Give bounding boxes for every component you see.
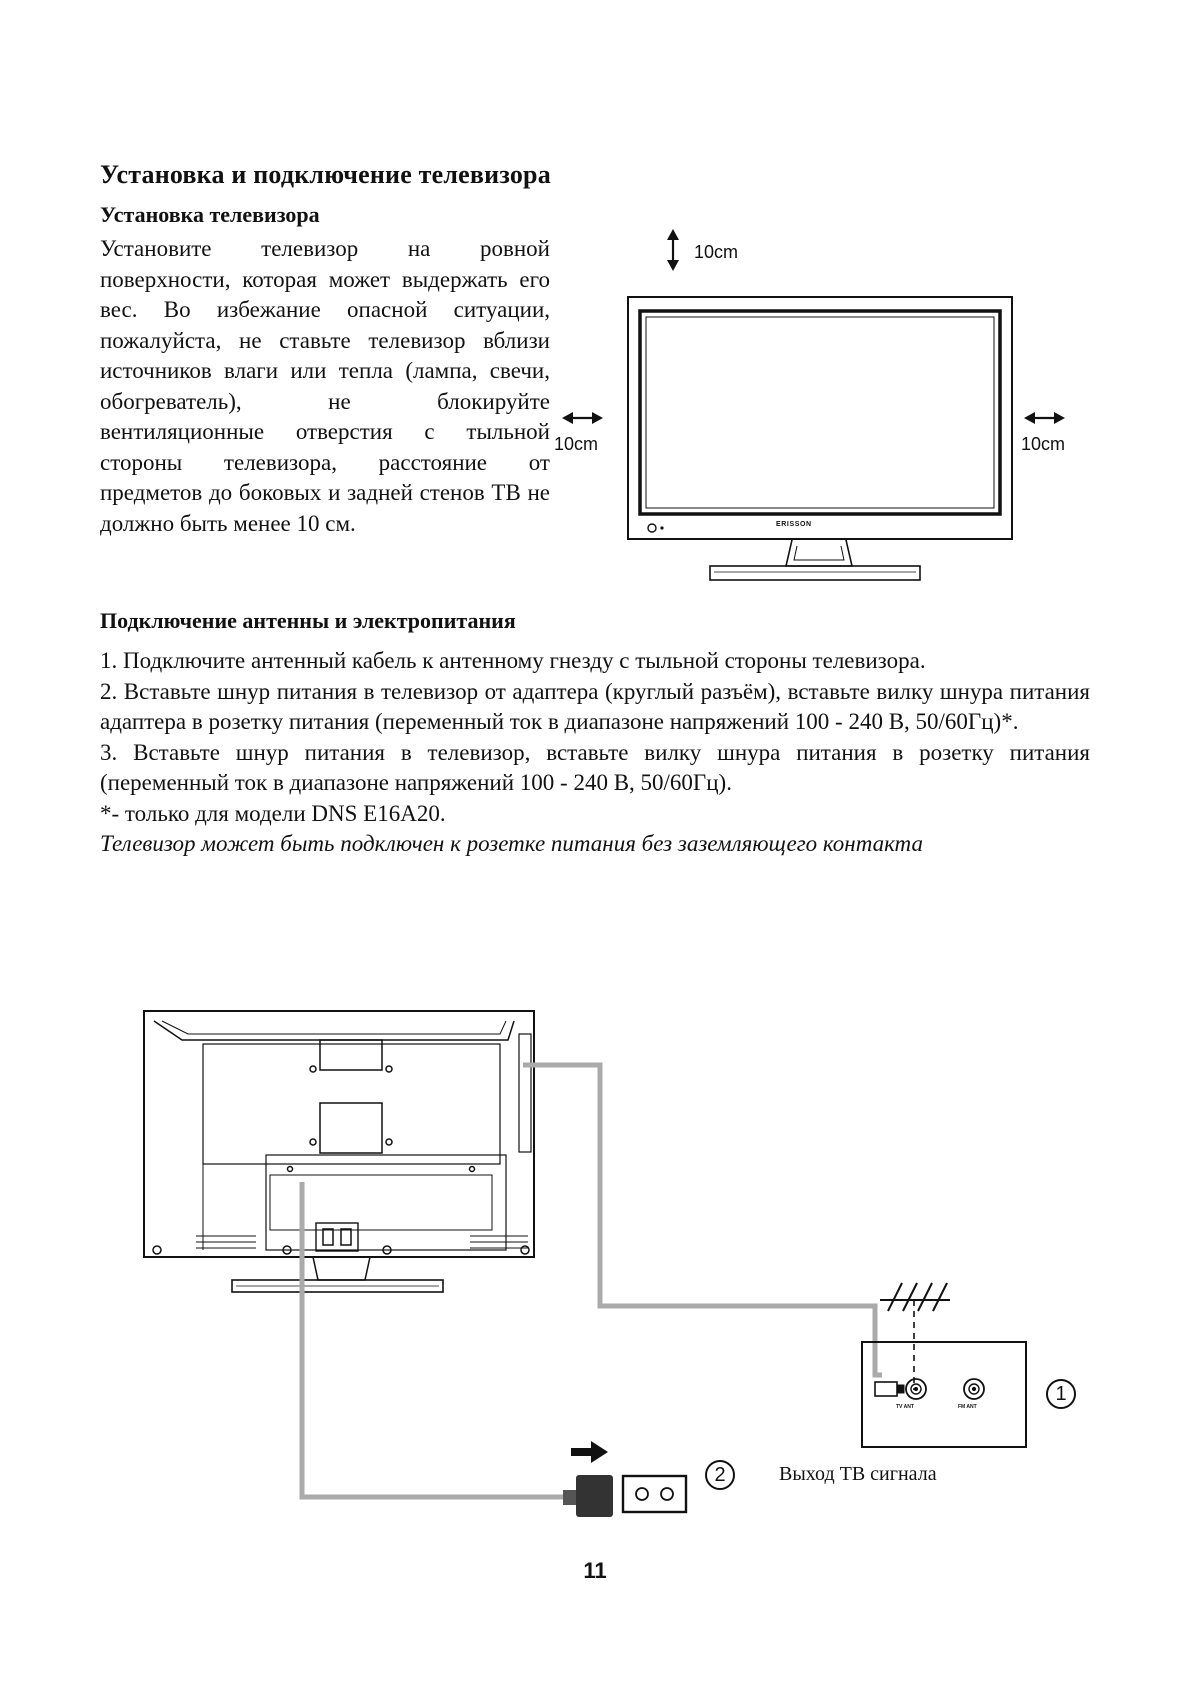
top-clearance-label: 10cm <box>694 242 739 262</box>
grounding-note: Телевизор может быть подключен к розетке питания без заземляющего контакта <box>100 831 923 856</box>
step-1: 1. Подключите антенный кабель к антенному гнезду с тыльной стороны телевизора. <box>100 648 926 673</box>
tv-back-drawing <box>144 1011 534 1292</box>
fm-ant-label: FM ANT <box>958 1404 977 1410</box>
power-plug-icon <box>563 1475 613 1517</box>
installation-paragraph: Установите телевизор на ровной поверхности, которая может выдержать его вес. Во избежание опасной ситуации, пожалуйста, не ставьте телевизор вблизи источников влаги или тепла (лампа, свечи, обогреватель), не блокируйте вентиляционные отверстия с тыльной стороны телевизора, расстояние от предметов до боковых и задней стенов ТВ не должно быть менее 10 см. <box>100 236 550 536</box>
page-number: 11 <box>583 1558 607 1583</box>
callout-1-label: 1 <box>1055 1383 1067 1405</box>
power-arrow-icon <box>571 1441 608 1463</box>
page-title: Установка и подключение телевизора <box>100 160 551 189</box>
right-clearance-label: 10cm <box>1021 434 1066 454</box>
antenna-cable <box>523 1065 882 1375</box>
step-3: 3. Вставьте шнур питания в телевизор, вставьте вилку шнура питания в розетку питания (переменный ток в диапазоне напряжений 100 - 240 В, 50/60Гц). <box>100 739 1090 795</box>
power-outlet-icon <box>623 1476 686 1512</box>
left-clearance-label: 10cm <box>554 434 599 454</box>
tv-brand-logo: ERISSON <box>776 521 812 528</box>
antenna-icon <box>880 1283 950 1390</box>
callout-2-label: 2 <box>714 1464 726 1486</box>
tv-ant-label: TV ANT <box>896 1404 914 1410</box>
section-heading-connection: Подключение антенны и электропитания <box>100 608 516 633</box>
section-heading-installation: Установка телевизора <box>100 202 320 227</box>
signal-output-label: Выход ТВ сигнала <box>779 1463 937 1485</box>
antenna-wall-socket <box>862 1342 1026 1447</box>
footnote: *- только для модели DNS E16A20. <box>100 800 446 826</box>
step-2: 2. Вставьте шнур питания в телевизор от адаптера (круглый разъём), вставьте вилку шнура питания адаптера в розетку питания (переменный ток в диапазоне напряжений 100 - 240 В, 50/60Гц)*. <box>100 678 1090 734</box>
